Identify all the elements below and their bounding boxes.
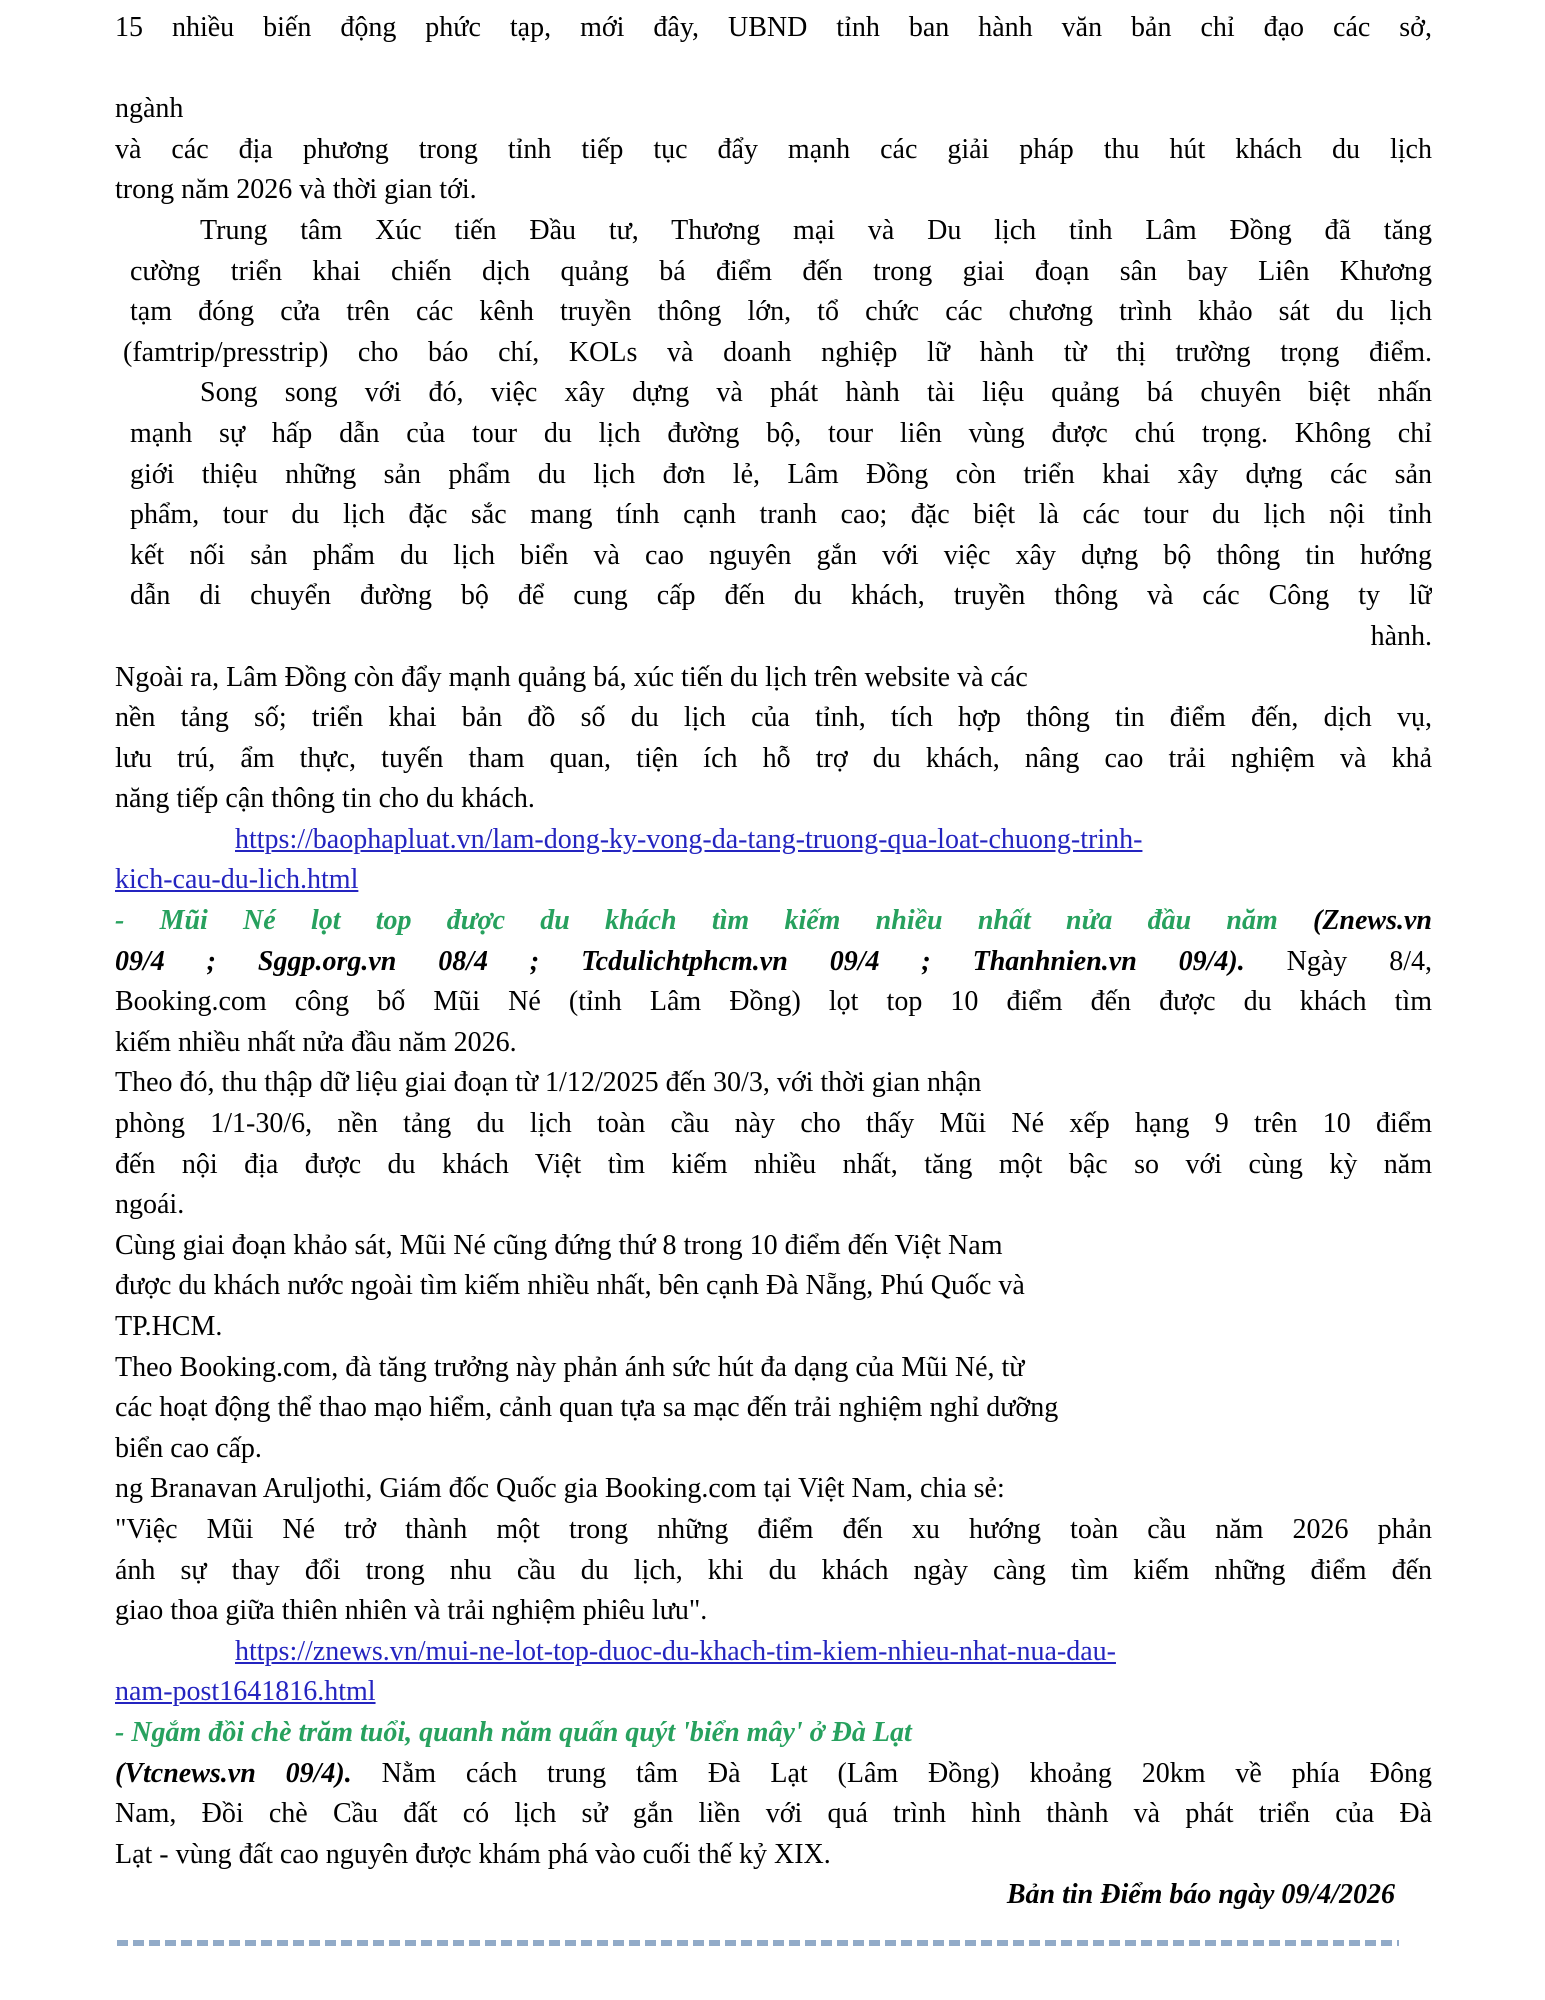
body-text: cường triển khai chiến dịch quảng bá điểm đến trong giai đoạn sân bay Liên Khương: [130, 255, 1432, 287]
body-text: giới thiệu những sản phẩm du lịch đơn lẻ, Lâm Đồng còn triển khai xây dựng các sản: [130, 458, 1432, 490]
text-line: [115, 820, 1432, 861]
body-text: ngành: [115, 93, 184, 125]
text-line: [115, 698, 1432, 739]
text-line: [115, 1551, 1432, 1592]
body-text: (famtrip/presstrip) cho báo chí, KOLs và doanh nghiệp lữ hành từ thị trường trọng điểm.: [123, 336, 1432, 368]
body-text: "Việc Mũi Né trở thành một trong những điểm đến xu hướng toàn cầu năm 2026 phản: [115, 1513, 1432, 1545]
text-line: [115, 1713, 1432, 1754]
blank-line: [115, 49, 1432, 90]
text-line: [115, 1835, 1432, 1876]
body-text: phẩm, tour du lịch đặc sắc mang tính cạnh tranh cao; đặc biệt là các tour du lịch nội tỉnh: [130, 499, 1432, 531]
text-line: [115, 1063, 1432, 1104]
body-text: ngoái.: [115, 1189, 185, 1221]
article-link[interactable]: nam-post1641816.html: [115, 1676, 376, 1708]
body-text: biển cao cấp.: [115, 1432, 262, 1464]
body-text: phòng 1/1-30/6, nền tảng du lịch toàn cầu này cho thấy Mũi Né xếp hạng 9 trên 10 điểm: [115, 1108, 1432, 1140]
text-line: [115, 211, 1432, 252]
text-line: [115, 536, 1432, 577]
text-line: [115, 982, 1432, 1023]
text-line: [115, 1348, 1432, 1389]
text-line: [115, 779, 1432, 820]
body-text: kiếm nhiều nhất nửa đầu năm 2026.: [115, 1026, 517, 1058]
article-link[interactable]: kich-cau-du-lich.html: [115, 864, 359, 896]
text-line: [115, 1266, 1432, 1307]
text-line: [115, 1307, 1432, 1348]
text-line: [115, 1145, 1432, 1186]
dashed-separator: [117, 1940, 1399, 1946]
text-line: [115, 1023, 1432, 1064]
body-text: kết nối sản phẩm du lịch biển và cao nguyên gắn với việc xây dựng bộ thông tin hướng: [130, 539, 1432, 571]
body-text: Nam, Đồi chè Cầu đất có lịch sử gắn liền với quá trình hình thành và phát triển của Đà: [115, 1798, 1432, 1830]
text-line: [115, 252, 1432, 293]
body-text: Lạt - vùng đất cao nguyên được khám phá vào cuối thế kỷ XIX.: [115, 1838, 831, 1870]
body-text: giao thoa giữa thiên nhiên và trải nghiệm phiêu lưu".: [115, 1595, 708, 1627]
body-text: và các địa phương trong tỉnh tiếp tục đẩy mạnh các giải pháp thu hút khách du lịch: [115, 133, 1432, 165]
body-text: ng Branavan Aruljothi, Giám đốc Quốc gia Booking.com tại Việt Nam, chia sẻ:: [115, 1473, 1005, 1505]
body-text: năng tiếp cận thông tin cho du khách.: [115, 783, 535, 815]
body-text: tạm đóng cửa trên các kênh truyền thông lớn, tổ chức các chương trình khảo sát du lịch: [130, 296, 1432, 328]
text-line: [115, 455, 1432, 496]
body-text: lưu trú, ẩm thực, tuyến tham quan, tiện ích hỗ trợ du khách, nâng cao trải nghiệm và khả: [115, 742, 1432, 774]
source-citation: (Vtcnews.vn 09/4).: [115, 1757, 352, 1789]
text-line: [115, 901, 1432, 942]
body-text: trong năm 2026 và thời gian tới.: [115, 174, 477, 206]
body-text: dẫn di chuyển đường bộ để cung cấp đến du khách, truyền thông và các Công ty lữ: [130, 580, 1432, 612]
text-line: [115, 942, 1432, 983]
body-text: 15 nhiều biến động phức tạp, mới đây, UBND tỉnh ban hành văn bản chỉ đạo các sở,: [115, 12, 1432, 43]
text-line: [115, 89, 1432, 130]
body-text: Ngoài ra, Lâm Đồng còn đẩy mạnh quảng bá, xúc tiến du lịch trên website và các: [115, 661, 1028, 693]
section-heading-text: - Mũi Né lọt top được du khách tìm kiếm nhiều nhất nửa đầu năm: [115, 905, 1313, 937]
body-text: Nằm cách trung tâm Đà Lạt (Lâm Đồng) khoảng 20km về phía Đông: [351, 1757, 1432, 1789]
body-text: các hoạt động thể thao mạo hiểm, cảnh quan tựa sa mạc đến trải nghiệm nghỉ dưỡng: [115, 1392, 1059, 1424]
body-text: Cùng giai đoạn khảo sát, Mũi Né cũng đứng thứ 8 trong 10 điểm đến Việt Nam: [115, 1229, 1003, 1261]
text-line: [115, 1794, 1432, 1835]
text-line: [115, 576, 1432, 617]
body-text: nền tảng số; triển khai bản đồ số du lịch của tỉnh, tích hợp thông tin điểm đến, dịch vụ,: [115, 702, 1432, 734]
body-text: Booking.com công bố Mũi Né (tỉnh Lâm Đồng) lọt top 10 điểm đến được du khách tìm: [115, 986, 1432, 1018]
body-text: Trung tâm Xúc tiến Đầu tư, Thương mại và Du lịch tỉnh Lâm Đồng đã tăng: [200, 214, 1432, 246]
body-text: TP.HCM.: [115, 1311, 223, 1342]
text-line: [115, 617, 1432, 658]
text-line: [115, 333, 1432, 374]
source-citation: Bản tin Điểm báo ngày 09/4/2026: [1006, 1879, 1395, 1911]
body-text: ánh sự thay đổi trong nhu cầu du lịch, khi du khách ngày càng tìm kiếm những điểm đến: [115, 1554, 1432, 1586]
text-line: [115, 739, 1432, 780]
text-line: [115, 860, 1432, 901]
source-citation: (Znews.vn: [1313, 905, 1432, 937]
text-line: [115, 1226, 1432, 1267]
text-line: [115, 8, 1432, 49]
text-line: [115, 1510, 1432, 1551]
text-line: [115, 1754, 1432, 1795]
body-text: được du khách nước ngoài tìm kiếm nhiều nhất, bên cạnh Đà Nẵng, Phú Quốc và: [115, 1270, 1025, 1302]
text-line: [115, 1185, 1432, 1226]
text-line: [115, 1388, 1432, 1429]
body-text: Theo đó, thu thập dữ liệu giai đoạn từ 1/12/2025 đến 30/3, với thời gian nhận: [115, 1067, 982, 1099]
body-text: đến nội địa được du khách Việt tìm kiếm nhiều nhất, tăng một bậc so với cùng kỳ năm: [115, 1148, 1432, 1180]
body-text: Song song với đó, việc xây dựng và phát hành tài liệu quảng bá chuyên biệt nhấn: [200, 377, 1432, 409]
section-heading-text: - Ngắm đồi chè trăm tuổi, quanh năm quấn quýt 'biển mây' ở Đà Lạt: [115, 1716, 912, 1748]
article-link[interactable]: https://znews.vn/mui-ne-lot-top-duoc-du-khach-tim-kiem-nhieu-nhat-nua-dau-: [235, 1635, 1116, 1667]
text-line: [115, 1429, 1432, 1470]
body-text: mạnh sự hấp dẫn của tour du lịch đường bộ, tour liên vùng được chú trọng. Không chỉ: [130, 417, 1432, 449]
body-text: Ngày 8/4,: [1244, 945, 1432, 977]
text-line: [115, 373, 1432, 414]
text-line: [115, 658, 1432, 699]
text-line: [115, 292, 1432, 333]
body-text: Theo Booking.com, đà tăng trưởng này phản ánh sức hút đa dạng của Mũi Né, từ: [115, 1351, 1025, 1383]
footer-dateline: [115, 1875, 1432, 1916]
text-line: [115, 1591, 1432, 1632]
text-line: [115, 1672, 1432, 1713]
text-line: [115, 1469, 1432, 1510]
article-link[interactable]: https://baophapluat.vn/lam-dong-ky-vong-da-tang-truong-qua-loat-chuong-trinh-: [235, 823, 1143, 855]
text-line: [115, 170, 1432, 211]
source-citation: 09/4 ; Sggp.org.vn 08/4 ; Tcdulichtphcm.vn 09/4 ; Thanhnien.vn 09/4).: [115, 945, 1245, 977]
text-line: [115, 495, 1432, 536]
text-line: [115, 414, 1432, 455]
text-line: [115, 1632, 1432, 1673]
text-line: [115, 1104, 1432, 1145]
body-text: hành.: [1370, 620, 1432, 652]
text-line: [115, 130, 1432, 171]
